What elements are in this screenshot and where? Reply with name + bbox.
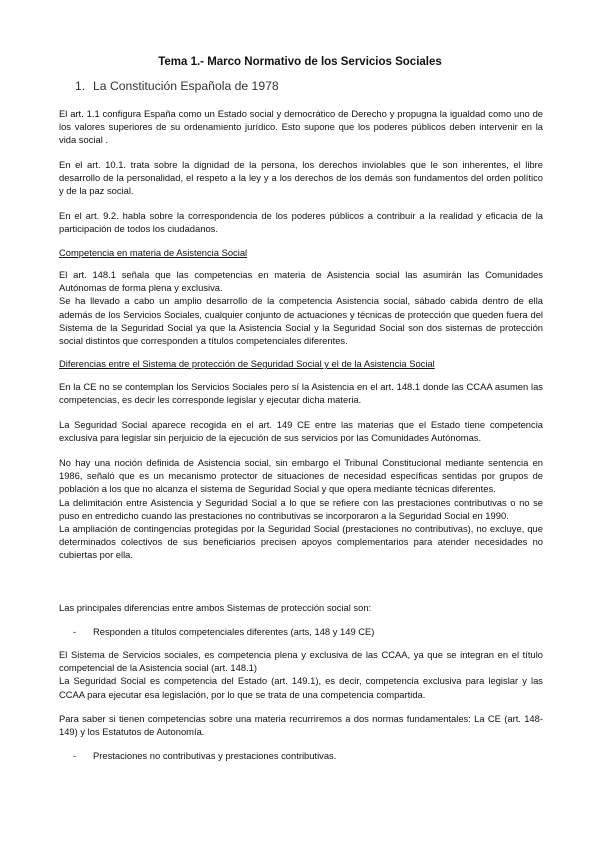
paragraph-9 [59,648,543,701]
paragraph-4 [59,268,543,347]
paragraph-text: No hay una noción definida de Asistencia social, sin embargo el Tribunal Constitucional mediante sentencia en 1986, señaló que es un mecanismo protector de situaciones de necesidad específicas sentidas por grupos de población a los que no alcanza el sistema de Seguridad Social y que opera mediante técnicas diferentes. [59,457,543,495]
paragraph-text: La Seguridad Social aparece recogida en el art. 149 CE entre las materias que el Estado tiene competencia exclusiva para legislar sin perjuicio de la ejecución de sus servicios por las Comunidades Autónomas. [59,419,543,444]
paragraph-5 [59,380,543,406]
list-item-text: Responden a títulos competenciales diferentes (arts, 148 y 149 CE) [93,626,375,637]
paragraph-7 [59,456,543,562]
paragraph-text: El art. 148.1 señala que las competencias en materia de Asistencia social las asumirán las Comunidades Autónomas de forma plena y exclusiva. [59,269,543,294]
section-number: 1. [75,79,86,93]
paragraph-1 [59,107,543,147]
paragraph-text: El art. 1.1 configura España como un Estado social y democrático de Derecho y propugna la igualdad como uno de los valores superiores de su ordenamiento jurídico. Esto supone que los poderes públicos deben intervenir en la vida social . [59,108,543,146]
section-label: La Constitución Española de 1978 [93,79,279,93]
paragraph-text: Las principales diferencias entre ambos Sistemas de protección social son: [59,602,372,613]
paragraph-text: El Sistema de Servicios sociales, es competencia plena y exclusiva de las CCAA, ya que se integran en el título competencial de la Asistencia social (art. 148.1) [59,649,543,674]
paragraph-8 [59,601,543,614]
paragraph-3 [59,209,543,235]
paragraph-text: La delimitación entre Asistencia y Seguridad Social a lo que se refiere con las prestaciones contributivas o no se puso en entredicho cuando las prestaciones no contributivas se incorporaron a la Seguridad Social en 1990. [59,496,543,521]
subheading-diferencias: Diferencias entre el Sistema de protección de Seguridad Social y el de la Asistencia Social [59,358,435,369]
paragraph-text: La ampliación de contingencias protegidas por la Seguridad Social (prestaciones no contributivas), no excluye, que determinados colectivos de sus beneficiarios precisen apoyos complementarios para atender necesidades no cubiertas por ella. [59,523,543,561]
paragraph-text: En el art. 9.2. habla sobre la correspondencia de los poderes públicos a contribuir a la realidad y eficacia de la participación de todos los ciudadanos. [59,210,543,235]
paragraph-text: Para saber si tienen competencias sobre una materia recurriremos a dos normas fundamentales: La CE (art. 148-149) y los Estatutos de Autonomía. [59,713,543,738]
list-item-text: Prestaciones no contributivas y prestaciones contributivas. [93,750,337,761]
document-title: Tema 1.- Marco Normativo de los Servicios Sociales [158,56,442,68]
list-item [73,749,533,762]
section-heading [75,78,279,94]
paragraph-text: Se ha llevado a cabo un amplio desarrollo de la competencia Asistencia social, sábado cabida dentro de ella además de los Servicios Sociales, cualquier conjunto de actuaciones y técnicas de protección que queden fuera del Sistema de la Seguridad Social ya que la Asistencia Social y la Seguridad Social son dos sistemas de protección social distintos que corresponden a títulos competenciales diferentes. [59,295,543,347]
paragraph-10 [59,712,543,738]
list-item [73,625,533,638]
paragraph-text: En el art. 10.1. trata sobre la dignidad de la persona, los derechos inviolables que le son inherentes, el libre desarrollo de la personalidad, el respeto a la ley y a los derechos de los demás son fundamentos del orden político y de la paz social. [59,159,543,197]
paragraph-6 [59,418,543,444]
bullet-dash: - [73,750,77,761]
subheading-competencia: Competencia en materia de Asistencia Social [59,247,248,258]
paragraph-text: La Seguridad Social es competencia del Estado (art. 149.1), es decir, competencia exclusiva para legislar y las CCAA para ejecutar esa legislación, por lo que se trata de una competencia compartida. [59,675,543,700]
paragraph-text: En la CE no se contemplan los Servicios Sociales pero sí la Asistencia en el art. 148.1 donde las CCAA asumen las competencias, es decir les corresponde legislar y ejecutar dicha materia. [59,381,543,406]
paragraph-2 [59,158,543,198]
bullet-dash: - [73,626,77,637]
